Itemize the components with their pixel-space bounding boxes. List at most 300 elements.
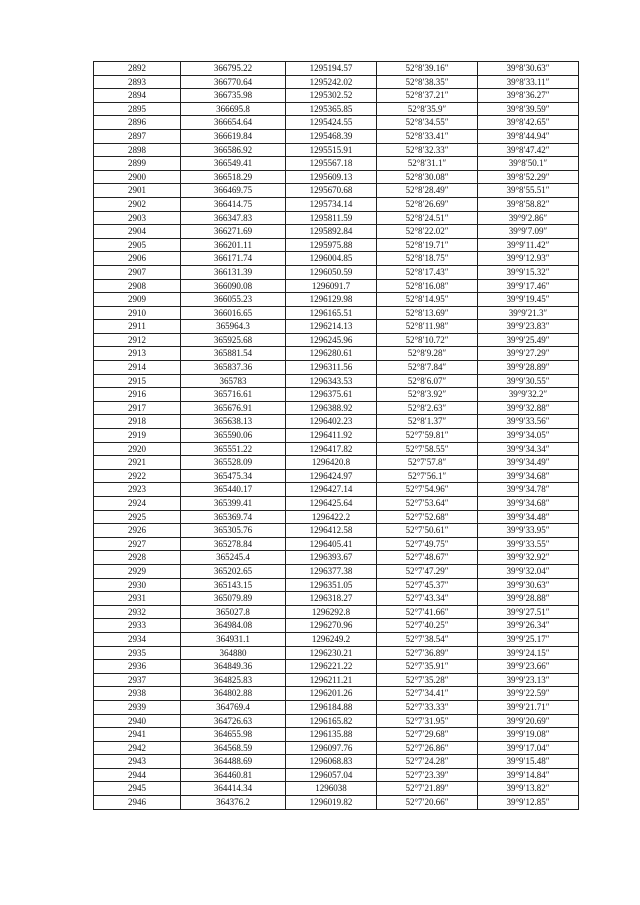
point-number-cell: 2912 [94,333,181,347]
latitude-cell: 52°7′21.89″ [377,782,478,796]
table-row [94,401,579,415]
y-coordinate-cell: 1296165.51 [286,306,377,320]
point-number-cell: 2897 [94,129,181,143]
x-coordinate-cell: 366131.39 [181,265,286,279]
point-number-cell: 2915 [94,374,181,388]
table-row [94,741,579,755]
latitude-cell: 52°7′35.28″ [377,673,478,687]
y-coordinate-cell: 1295424.55 [286,116,377,130]
latitude-cell: 52°7′20.66″ [377,796,478,810]
latitude-cell: 52°7′48.67″ [377,551,478,565]
point-number-cell: 2922 [94,469,181,483]
x-coordinate-cell: 364802.88 [181,687,286,701]
longitude-cell: 39°9′23.13″ [478,673,579,687]
y-coordinate-cell: 1295670.68 [286,184,377,198]
y-coordinate-cell: 1296245.96 [286,333,377,347]
point-number-cell: 2904 [94,225,181,239]
table-row [94,333,579,347]
latitude-cell: 52°8′1.37″ [377,415,478,429]
x-coordinate-cell: 364880 [181,646,286,660]
longitude-cell: 39°9′14.84″ [478,768,579,782]
longitude-cell: 39°9′34.78″ [478,483,579,497]
table-row [94,89,579,103]
latitude-cell: 52°8′9.28″ [377,347,478,361]
table-row [94,129,579,143]
table-row [94,700,579,714]
point-number-cell: 2945 [94,782,181,796]
longitude-cell: 39°9′33.95″ [478,524,579,538]
y-coordinate-cell: 1295567.18 [286,157,377,171]
point-number-cell: 2899 [94,157,181,171]
x-coordinate-cell: 366271.69 [181,225,286,239]
y-coordinate-cell: 1296050.59 [286,265,377,279]
point-number-cell: 2903 [94,211,181,225]
x-coordinate-cell: 365551.22 [181,442,286,456]
longitude-cell: 39°9′32.04″ [478,564,579,578]
x-coordinate-cell: 364488.69 [181,755,286,769]
y-coordinate-cell: 1296230.21 [286,646,377,660]
y-coordinate-cell: 1296211.21 [286,673,377,687]
table-row [94,184,579,198]
y-coordinate-cell: 1296201.26 [286,687,377,701]
latitude-cell: 52°8′11.98″ [377,320,478,334]
table-row [94,646,579,660]
point-number-cell: 2893 [94,75,181,89]
point-number-cell: 2928 [94,551,181,565]
latitude-cell: 52°8′31.1″ [377,157,478,171]
latitude-cell: 52°7′57.8″ [377,456,478,470]
latitude-cell: 52°7′41.66″ [377,605,478,619]
latitude-cell: 52°8′16.08″ [377,279,478,293]
y-coordinate-cell: 1296411.92 [286,429,377,443]
x-coordinate-cell: 365079.89 [181,592,286,606]
table-row [94,116,579,130]
table-row [94,75,579,89]
longitude-cell: 39°9′22.59″ [478,687,579,701]
latitude-cell: 52°7′49.75″ [377,537,478,551]
coordinates-table-body [94,62,579,810]
coordinates-table [93,61,579,810]
table-row [94,102,579,116]
y-coordinate-cell: 1296214.13 [286,320,377,334]
latitude-cell: 52°7′26.86″ [377,741,478,755]
latitude-cell: 52°8′10.72″ [377,333,478,347]
y-coordinate-cell: 1296270.96 [286,619,377,633]
x-coordinate-cell: 365475.34 [181,469,286,483]
point-number-cell: 2927 [94,537,181,551]
y-coordinate-cell: 1295365.85 [286,102,377,116]
x-coordinate-cell: 366619.84 [181,129,286,143]
point-number-cell: 2921 [94,456,181,470]
point-number-cell: 2918 [94,415,181,429]
x-coordinate-cell: 364460.81 [181,768,286,782]
latitude-cell: 52°7′40.25″ [377,619,478,633]
x-coordinate-cell: 366055.23 [181,293,286,307]
longitude-cell: 39°8′44.94″ [478,129,579,143]
latitude-cell: 52°7′23.39″ [377,768,478,782]
longitude-cell: 39°9′17.46″ [478,279,579,293]
x-coordinate-cell: 365716.61 [181,388,286,402]
point-number-cell: 2936 [94,660,181,674]
latitude-cell: 52°7′36.89″ [377,646,478,660]
point-number-cell: 2902 [94,197,181,211]
latitude-cell: 52°7′43.34″ [377,592,478,606]
point-number-cell: 2930 [94,578,181,592]
x-coordinate-cell: 364655.98 [181,728,286,742]
longitude-cell: 39°9′33.56″ [478,415,579,429]
y-coordinate-cell: 1296280.61 [286,347,377,361]
latitude-cell: 52°8′22.02″ [377,225,478,239]
y-coordinate-cell: 1296405.41 [286,537,377,551]
y-coordinate-cell: 1295811.59 [286,211,377,225]
point-number-cell: 2934 [94,632,181,646]
point-number-cell: 2944 [94,768,181,782]
y-coordinate-cell: 1296097.76 [286,741,377,755]
point-number-cell: 2900 [94,170,181,184]
x-coordinate-cell: 366414.75 [181,197,286,211]
table-row [94,62,579,76]
point-number-cell: 2929 [94,564,181,578]
x-coordinate-cell: 365245.4 [181,551,286,565]
latitude-cell: 52°8′14.95″ [377,293,478,307]
point-number-cell: 2925 [94,510,181,524]
table-row [94,469,579,483]
latitude-cell: 52°7′38.54″ [377,632,478,646]
y-coordinate-cell: 1296388.92 [286,401,377,415]
latitude-cell: 52°7′53.64″ [377,497,478,511]
point-number-cell: 2943 [94,755,181,769]
longitude-cell: 39°9′25.49″ [478,333,579,347]
table-row [94,510,579,524]
table-row [94,211,579,225]
point-number-cell: 2937 [94,673,181,687]
longitude-cell: 39°9′33.55″ [478,537,579,551]
x-coordinate-cell: 366586.92 [181,143,286,157]
latitude-cell: 52°8′2.63″ [377,401,478,415]
table-row [94,755,579,769]
table-row [94,415,579,429]
x-coordinate-cell: 366549.41 [181,157,286,171]
longitude-cell: 39°9′15.48″ [478,755,579,769]
point-number-cell: 2938 [94,687,181,701]
longitude-cell: 39°9′34.68″ [478,469,579,483]
table-row [94,673,579,687]
table-row [94,687,579,701]
y-coordinate-cell: 1296424.97 [286,469,377,483]
table-row [94,442,579,456]
latitude-cell: 52°7′35.91″ [377,660,478,674]
table-row [94,619,579,633]
point-number-cell: 2946 [94,796,181,810]
point-number-cell: 2906 [94,252,181,266]
x-coordinate-cell: 364931.1 [181,632,286,646]
x-coordinate-cell: 364769.4 [181,700,286,714]
longitude-cell: 39°9′11.42″ [478,238,579,252]
latitude-cell: 52°8′35.9″ [377,102,478,116]
latitude-cell: 52°8′17.43″ [377,265,478,279]
latitude-cell: 52°8′7.84″ [377,361,478,375]
y-coordinate-cell: 1295609.13 [286,170,377,184]
table-row [94,293,579,307]
longitude-cell: 39°9′34.48″ [478,510,579,524]
table-row [94,768,579,782]
table-row [94,306,579,320]
longitude-cell: 39°8′55.51″ [478,184,579,198]
x-coordinate-cell: 366347.83 [181,211,286,225]
x-coordinate-cell: 365590.06 [181,429,286,443]
x-coordinate-cell: 365925.68 [181,333,286,347]
table-row [94,782,579,796]
y-coordinate-cell: 1295302.52 [286,89,377,103]
latitude-cell: 52°7′33.33″ [377,700,478,714]
latitude-cell: 52°7′31.95″ [377,714,478,728]
table-row [94,320,579,334]
point-number-cell: 2931 [94,592,181,606]
longitude-cell: 39°8′52.29″ [478,170,579,184]
table-row [94,361,579,375]
x-coordinate-cell: 364568.59 [181,741,286,755]
point-number-cell: 2907 [94,265,181,279]
longitude-cell: 39°9′19.45″ [478,293,579,307]
longitude-cell: 39°9′28.88″ [478,592,579,606]
longitude-cell: 39°9′12.85″ [478,796,579,810]
x-coordinate-cell: 365440.17 [181,483,286,497]
longitude-cell: 39°9′32.2″ [478,388,579,402]
latitude-cell: 52°8′19.71″ [377,238,478,252]
y-coordinate-cell: 1296019.82 [286,796,377,810]
y-coordinate-cell: 1296221.22 [286,660,377,674]
longitude-cell: 39°9′23.83″ [478,320,579,334]
longitude-cell: 39°9′27.29″ [478,347,579,361]
point-number-cell: 2895 [94,102,181,116]
longitude-cell: 39°9′21.3″ [478,306,579,320]
x-coordinate-cell: 365528.09 [181,456,286,470]
latitude-cell: 52°7′29.68″ [377,728,478,742]
table-row [94,170,579,184]
point-number-cell: 2932 [94,605,181,619]
y-coordinate-cell: 1296292.8 [286,605,377,619]
y-coordinate-cell: 1296165.82 [286,714,377,728]
point-number-cell: 2896 [94,116,181,130]
y-coordinate-cell: 1296091.7 [286,279,377,293]
table-row [94,605,579,619]
point-number-cell: 2913 [94,347,181,361]
latitude-cell: 52°8′39.16″ [377,62,478,76]
point-number-cell: 2892 [94,62,181,76]
y-coordinate-cell: 1295242.02 [286,75,377,89]
point-number-cell: 2920 [94,442,181,456]
y-coordinate-cell: 1295194.57 [286,62,377,76]
table-row [94,483,579,497]
table-row [94,796,579,810]
table-row [94,279,579,293]
longitude-cell: 39°8′39.59″ [478,102,579,116]
latitude-cell: 52°8′38.35″ [377,75,478,89]
point-number-cell: 2926 [94,524,181,538]
longitude-cell: 39°9′34.49″ [478,456,579,470]
table-row [94,388,579,402]
point-number-cell: 2916 [94,388,181,402]
latitude-cell: 52°7′58.55″ [377,442,478,456]
point-number-cell: 2939 [94,700,181,714]
longitude-cell: 39°8′47.42″ [478,143,579,157]
latitude-cell: 52°8′6.07″ [377,374,478,388]
point-number-cell: 2901 [94,184,181,198]
x-coordinate-cell: 365027.8 [181,605,286,619]
y-coordinate-cell: 1296038 [286,782,377,796]
x-coordinate-cell: 364726.63 [181,714,286,728]
latitude-cell: 52°7′24.28″ [377,755,478,769]
point-number-cell: 2935 [94,646,181,660]
x-coordinate-cell: 365143.15 [181,578,286,592]
point-number-cell: 2914 [94,361,181,375]
x-coordinate-cell: 365676.91 [181,401,286,415]
point-number-cell: 2942 [94,741,181,755]
point-number-cell: 2909 [94,293,181,307]
x-coordinate-cell: 365837.36 [181,361,286,375]
longitude-cell: 39°9′28.89″ [478,361,579,375]
y-coordinate-cell: 1296427.14 [286,483,377,497]
table-row [94,551,579,565]
x-coordinate-cell: 365783 [181,374,286,388]
latitude-cell: 52°8′30.08″ [377,170,478,184]
longitude-cell: 39°9′21.71″ [478,700,579,714]
x-coordinate-cell: 365278.84 [181,537,286,551]
x-coordinate-cell: 366518.29 [181,170,286,184]
table-row [94,660,579,674]
point-number-cell: 2940 [94,714,181,728]
x-coordinate-cell: 365964.3 [181,320,286,334]
x-coordinate-cell: 364414.34 [181,782,286,796]
y-coordinate-cell: 1296377.38 [286,564,377,578]
longitude-cell: 39°9′15.32″ [478,265,579,279]
longitude-cell: 39°9′30.63″ [478,578,579,592]
table-row [94,578,579,592]
y-coordinate-cell: 1296343.53 [286,374,377,388]
latitude-cell: 52°7′56.1″ [377,469,478,483]
point-number-cell: 2898 [94,143,181,157]
y-coordinate-cell: 1296184.88 [286,700,377,714]
point-number-cell: 2924 [94,497,181,511]
latitude-cell: 52°8′13.69″ [377,306,478,320]
point-number-cell: 2919 [94,429,181,443]
longitude-cell: 39°8′42.65″ [478,116,579,130]
latitude-cell: 52°8′28.49″ [377,184,478,198]
longitude-cell: 39°8′50.1″ [478,157,579,171]
longitude-cell: 39°8′33.11″ [478,75,579,89]
x-coordinate-cell: 366016.65 [181,306,286,320]
longitude-cell: 39°8′58.82″ [478,197,579,211]
y-coordinate-cell: 1296135.88 [286,728,377,742]
x-coordinate-cell: 365369.74 [181,510,286,524]
longitude-cell: 39°9′30.55″ [478,374,579,388]
table-row [94,456,579,470]
y-coordinate-cell: 1296422.2 [286,510,377,524]
latitude-cell: 52°8′3.92″ [377,388,478,402]
x-coordinate-cell: 366469.75 [181,184,286,198]
point-number-cell: 2905 [94,238,181,252]
y-coordinate-cell: 1296393.67 [286,551,377,565]
table-row [94,497,579,511]
x-coordinate-cell: 365305.76 [181,524,286,538]
latitude-cell: 52°7′59.81″ [377,429,478,443]
x-coordinate-cell: 366735.98 [181,89,286,103]
table-row [94,524,579,538]
latitude-cell: 52°7′50.61″ [377,524,478,538]
point-number-cell: 2911 [94,320,181,334]
table-row [94,714,579,728]
table-row [94,197,579,211]
latitude-cell: 52°8′24.51″ [377,211,478,225]
longitude-cell: 39°9′13.82″ [478,782,579,796]
longitude-cell: 39°9′23.66″ [478,660,579,674]
x-coordinate-cell: 366695.8 [181,102,286,116]
y-coordinate-cell: 1296375.61 [286,388,377,402]
table-row [94,564,579,578]
y-coordinate-cell: 1296311.56 [286,361,377,375]
longitude-cell: 39°8′30.63″ [478,62,579,76]
table-row [94,265,579,279]
x-coordinate-cell: 364376.2 [181,796,286,810]
latitude-cell: 52°7′52.68″ [377,510,478,524]
x-coordinate-cell: 366795.22 [181,62,286,76]
x-coordinate-cell: 364825.83 [181,673,286,687]
y-coordinate-cell: 1296417.82 [286,442,377,456]
table-row [94,728,579,742]
y-coordinate-cell: 1296425.64 [286,497,377,511]
longitude-cell: 39°9′25.17″ [478,632,579,646]
x-coordinate-cell: 365638.13 [181,415,286,429]
y-coordinate-cell: 1296318.27 [286,592,377,606]
table-row [94,632,579,646]
point-number-cell: 2941 [94,728,181,742]
point-number-cell: 2923 [94,483,181,497]
y-coordinate-cell: 1296057.04 [286,768,377,782]
longitude-cell: 39°9′12.93″ [478,252,579,266]
point-number-cell: 2933 [94,619,181,633]
latitude-cell: 52°7′54.96″ [377,483,478,497]
longitude-cell: 39°9′19.08″ [478,728,579,742]
x-coordinate-cell: 364849.36 [181,660,286,674]
table-row [94,143,579,157]
table-row [94,252,579,266]
x-coordinate-cell: 365202.65 [181,564,286,578]
y-coordinate-cell: 1295515.91 [286,143,377,157]
table-row [94,537,579,551]
y-coordinate-cell: 1295468.39 [286,129,377,143]
latitude-cell: 52°8′33.41″ [377,129,478,143]
table-row [94,429,579,443]
table-row [94,225,579,239]
latitude-cell: 52°7′45.37″ [377,578,478,592]
x-coordinate-cell: 365881.54 [181,347,286,361]
latitude-cell: 52°7′34.41″ [377,687,478,701]
x-coordinate-cell: 366770.64 [181,75,286,89]
table-row [94,374,579,388]
latitude-cell: 52°8′34.55″ [377,116,478,130]
table-row [94,238,579,252]
table-row [94,157,579,171]
x-coordinate-cell: 366171.74 [181,252,286,266]
longitude-cell: 39°9′32.92″ [478,551,579,565]
longitude-cell: 39°9′27.51″ [478,605,579,619]
longitude-cell: 39°8′36.27″ [478,89,579,103]
y-coordinate-cell: 1295892.84 [286,225,377,239]
longitude-cell: 39°9′20.69″ [478,714,579,728]
longitude-cell: 39°9′34.34″ [478,442,579,456]
x-coordinate-cell: 366090.08 [181,279,286,293]
table-row [94,592,579,606]
